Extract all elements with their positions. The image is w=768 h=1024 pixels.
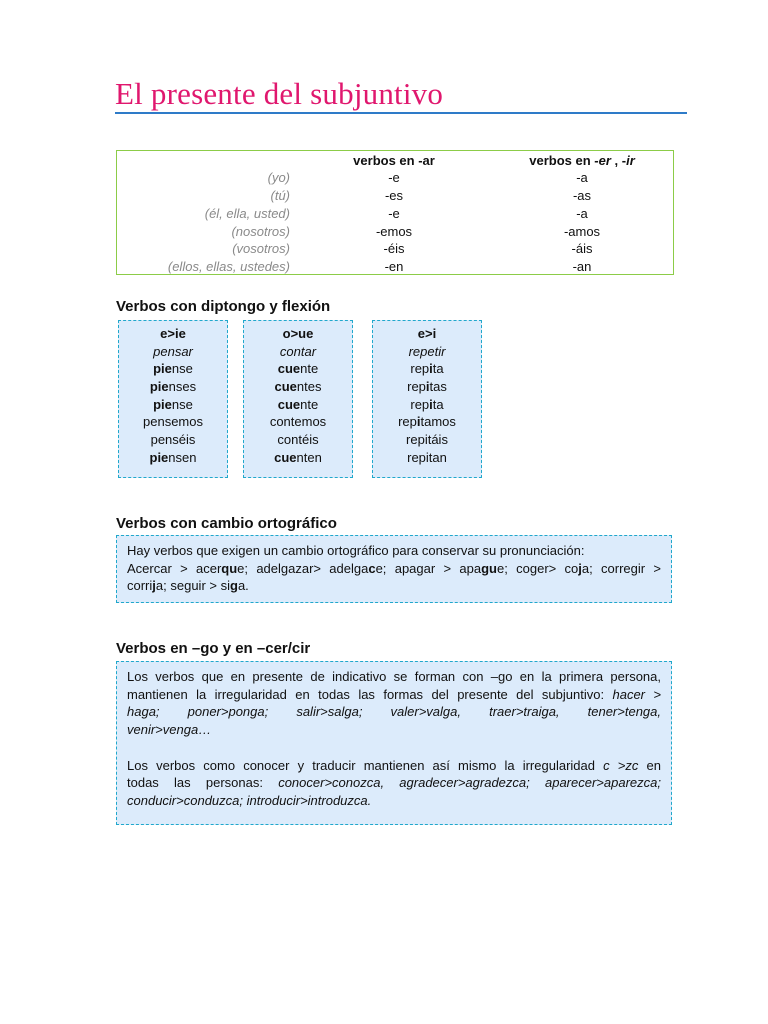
pronoun-label: (yo) bbox=[267, 170, 290, 185]
verb-form: cuentes bbox=[274, 379, 322, 395]
conjugation-table bbox=[116, 150, 674, 275]
diphthong-column-e-i bbox=[372, 320, 482, 478]
ending-ar: -éis bbox=[383, 241, 405, 256]
verb-form: piense bbox=[153, 396, 193, 412]
column-infinitive: repetir bbox=[408, 343, 446, 359]
verb-form: repitáis bbox=[406, 432, 448, 448]
pronoun-label: (vosotros) bbox=[232, 241, 290, 256]
pronoun-label: (nosotros) bbox=[231, 224, 290, 239]
go-cer-box bbox=[116, 661, 672, 825]
pronoun-label: (tú) bbox=[270, 188, 290, 203]
page-title: El presente del subjuntivo bbox=[115, 76, 444, 111]
pronoun-label: (ellos, ellas, ustedes) bbox=[167, 259, 290, 274]
ending-ar: -emos bbox=[375, 224, 413, 239]
spelling-line: Hay verbos que exigen un cambio ortográfico para conservar su pronunciación: bbox=[127, 543, 585, 558]
verb-form: repitamos bbox=[398, 414, 456, 430]
header-ar: verbos en -ar bbox=[353, 153, 435, 168]
paragraph-line: mantienen la irregularidad en todas las formas del presente del subjuntivo: hacer > bbox=[127, 686, 661, 702]
verb-form: repitan bbox=[407, 449, 447, 465]
diphthong-column-o-ue bbox=[243, 320, 353, 478]
ending-ar: -e bbox=[388, 170, 400, 185]
verb-form: contéis bbox=[277, 432, 319, 448]
ending-ar: -e bbox=[388, 206, 400, 221]
spelling-line: corrija; seguir > siga. bbox=[127, 578, 249, 594]
verb-form: cuente bbox=[277, 396, 319, 412]
ending-er-ir: -an bbox=[572, 259, 592, 274]
column-header: e>ie bbox=[160, 326, 186, 341]
table-row bbox=[117, 240, 673, 258]
column-header: e>i bbox=[417, 326, 437, 341]
verb-form: repitas bbox=[407, 379, 447, 395]
table-header-row bbox=[117, 152, 673, 170]
table-row bbox=[117, 258, 673, 276]
verb-form: piense bbox=[153, 361, 193, 377]
paragraph-line: todas las personas: conocer>conozca, agradecer>agradezca; aparecer>aparezca; bbox=[127, 775, 661, 791]
spelling-heading: Verbos con cambio ortográfico bbox=[116, 515, 337, 532]
go-cer-heading: Verbos en –go y en –cer/cir bbox=[116, 640, 311, 657]
ending-er-ir: -as bbox=[572, 188, 592, 203]
ending-er-ir: -amos bbox=[563, 224, 601, 239]
table-row bbox=[117, 169, 673, 187]
paragraph-line: venir>venga… bbox=[127, 722, 212, 738]
table-row bbox=[117, 205, 673, 223]
pronoun-label: (él, ella, usted) bbox=[204, 206, 290, 221]
column-infinitive: contar bbox=[279, 343, 317, 359]
spelling-box bbox=[116, 535, 672, 603]
paragraph-line: Los verbos como conocer y traducir mantienen así mismo la irregularidad c >zc en bbox=[127, 757, 661, 773]
header-er-ir: verbos en -er , -ir bbox=[529, 153, 635, 168]
verb-form: contemos bbox=[269, 414, 327, 430]
verb-form: cuente bbox=[277, 361, 319, 377]
verb-form: pensemos bbox=[143, 414, 203, 430]
spelling-line: Acercar > acerque; adelgazar> adelgace; apagar > apague; coger> coja; corregir > bbox=[127, 560, 661, 576]
paragraph-line: Los verbos que en presente de indicativo se forman con –go en la primera persona, bbox=[127, 669, 661, 684]
paragraph-line: haga; poner>ponga; salir>salga; valer>valga, traer>traiga, tener>tenga, bbox=[127, 704, 661, 720]
column-infinitive: pensar bbox=[153, 343, 193, 359]
diphthong-heading: Verbos con diptongo y flexión bbox=[116, 298, 331, 315]
column-header: o>ue bbox=[282, 326, 314, 341]
verb-form: repita bbox=[410, 361, 444, 377]
table-row bbox=[117, 187, 673, 205]
ending-er-ir: -áis bbox=[571, 241, 593, 256]
verb-form: pienses bbox=[149, 379, 197, 395]
table-row bbox=[117, 223, 673, 241]
ending-ar: -en bbox=[384, 259, 404, 274]
verb-form: penséis bbox=[150, 432, 196, 448]
verb-form: cuenten bbox=[274, 449, 322, 465]
verb-form: piensen bbox=[149, 449, 197, 465]
title-underline bbox=[115, 112, 687, 114]
diphthong-column-e-ie bbox=[118, 320, 228, 478]
ending-ar: -es bbox=[384, 188, 404, 203]
verb-form: repita bbox=[410, 396, 444, 412]
ending-er-ir: -a bbox=[576, 170, 588, 185]
ending-er-ir: -a bbox=[576, 206, 588, 221]
paragraph-line: conducir>conduzca; introducir>introduzca. bbox=[127, 792, 372, 808]
